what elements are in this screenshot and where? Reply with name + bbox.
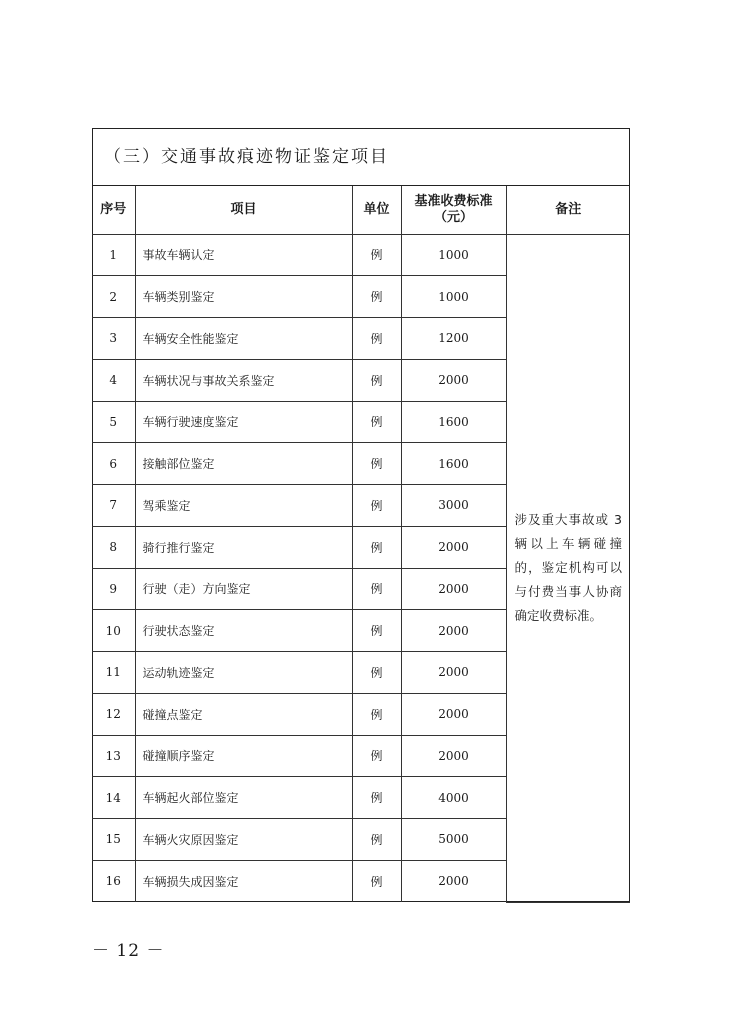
cell-fee: 1000 xyxy=(401,276,506,318)
header-fee-line1: 基准收费标准 xyxy=(414,193,493,209)
cell-unit: 例 xyxy=(352,318,401,360)
section-title: （三）交通事故痕迹物证鉴定项目 xyxy=(92,128,630,186)
cell-item: 碰撞点鉴定 xyxy=(135,693,352,735)
cell-no: 2 xyxy=(92,276,135,318)
cell-item: 接触部位鉴定 xyxy=(135,443,352,485)
cell-no: 14 xyxy=(92,777,135,819)
cell-unit: 例 xyxy=(352,359,401,401)
cell-no: 7 xyxy=(92,485,135,527)
cell-unit: 例 xyxy=(352,234,401,276)
cell-unit: 例 xyxy=(352,485,401,527)
cell-no: 9 xyxy=(92,568,135,610)
cell-unit: 例 xyxy=(352,693,401,735)
cell-item: 车辆安全性能鉴定 xyxy=(135,318,352,360)
cell-no: 16 xyxy=(92,860,135,902)
cell-unit: 例 xyxy=(352,860,401,902)
cell-unit: 例 xyxy=(352,276,401,318)
header-no: 序号 xyxy=(92,186,135,234)
table-row xyxy=(92,234,630,276)
table-body xyxy=(92,234,630,902)
cell-unit: 例 xyxy=(352,610,401,652)
cell-fee: 2000 xyxy=(401,526,506,568)
cell-no: 13 xyxy=(92,735,135,777)
cell-fee: 5000 xyxy=(401,819,506,861)
cell-no: 4 xyxy=(92,359,135,401)
cell-item: 运动轨迹鉴定 xyxy=(135,652,352,694)
cell-unit: 例 xyxy=(352,401,401,443)
cell-no: 3 xyxy=(92,318,135,360)
cell-fee: 4000 xyxy=(401,777,506,819)
cell-fee: 2000 xyxy=(401,568,506,610)
cell-item: 驾乘鉴定 xyxy=(135,485,352,527)
cell-no: 6 xyxy=(92,443,135,485)
cell-unit: 例 xyxy=(352,735,401,777)
cell-no: 15 xyxy=(92,819,135,861)
cell-item: 行驶（走）方向鉴定 xyxy=(135,568,352,610)
cell-unit: 例 xyxy=(352,443,401,485)
cell-item: 车辆类别鉴定 xyxy=(135,276,352,318)
page-number: － 12 － xyxy=(92,941,165,961)
cell-fee: 2000 xyxy=(401,860,506,902)
cell-no: 5 xyxy=(92,401,135,443)
cell-fee: 1600 xyxy=(401,401,506,443)
cell-no: 12 xyxy=(92,693,135,735)
cell-no: 1 xyxy=(92,234,135,276)
cell-fee: 1600 xyxy=(401,443,506,485)
header-item: 项目 xyxy=(135,186,352,234)
cell-no: 10 xyxy=(92,610,135,652)
cell-note: 涉及重大事故或 3 辆以上车辆碰撞的，鉴定机构可以与付费当事人协商确定收费标准。 xyxy=(506,234,630,902)
cell-item: 碰撞顺序鉴定 xyxy=(135,735,352,777)
cell-fee: 1000 xyxy=(401,234,506,276)
cell-fee: 1200 xyxy=(401,318,506,360)
cell-unit: 例 xyxy=(352,819,401,861)
cell-item: 车辆行驶速度鉴定 xyxy=(135,401,352,443)
cell-fee: 2000 xyxy=(401,693,506,735)
cell-fee: 3000 xyxy=(401,485,506,527)
cell-fee: 2000 xyxy=(401,359,506,401)
header-note: 备注 xyxy=(506,186,630,234)
table-header-row xyxy=(92,186,630,234)
cell-fee: 2000 xyxy=(401,652,506,694)
fee-table xyxy=(92,186,630,903)
cell-item: 事故车辆认定 xyxy=(135,234,352,276)
cell-item: 车辆火灾原因鉴定 xyxy=(135,819,352,861)
cell-item: 行驶状态鉴定 xyxy=(135,610,352,652)
cell-unit: 例 xyxy=(352,652,401,694)
cell-fee: 2000 xyxy=(401,735,506,777)
cell-fee: 2000 xyxy=(401,610,506,652)
cell-item: 骑行推行鉴定 xyxy=(135,526,352,568)
header-unit: 单位 xyxy=(352,186,401,234)
cell-no: 8 xyxy=(92,526,135,568)
header-fee-line2: （元） xyxy=(433,209,473,225)
cell-item: 车辆损失成因鉴定 xyxy=(135,860,352,902)
cell-no: 11 xyxy=(92,652,135,694)
cell-unit: 例 xyxy=(352,526,401,568)
cell-unit: 例 xyxy=(352,568,401,610)
header-fee xyxy=(401,186,506,234)
cell-unit: 例 xyxy=(352,777,401,819)
cell-item: 车辆起火部位鉴定 xyxy=(135,777,352,819)
cell-item: 车辆状况与事故关系鉴定 xyxy=(135,359,352,401)
